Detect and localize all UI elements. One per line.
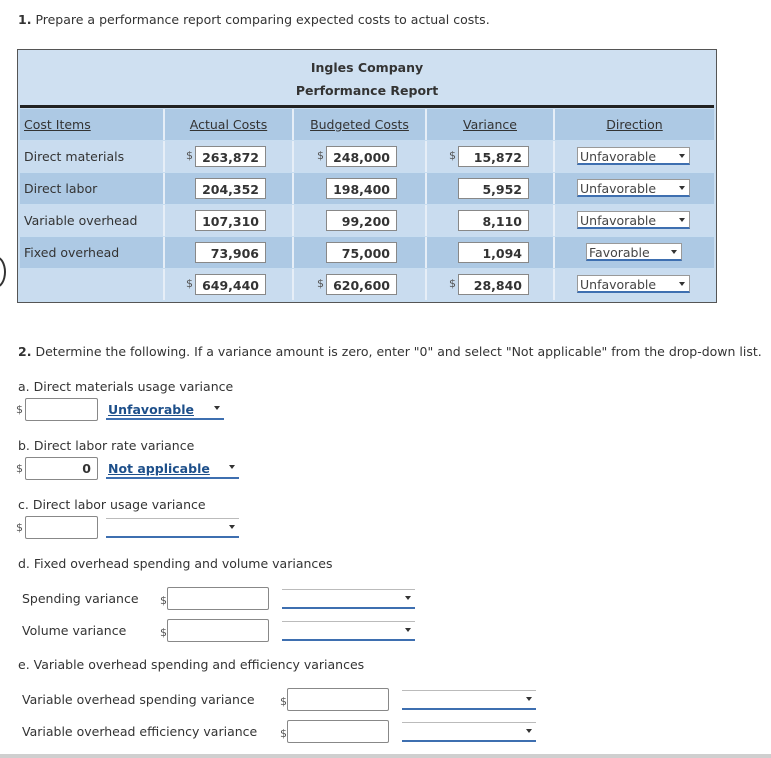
budgeted-cost-input[interactable]: 75,000 bbox=[326, 242, 397, 263]
dollar-sign: $ bbox=[16, 462, 23, 475]
budgeted-cost-input[interactable]: 248,000 bbox=[326, 146, 397, 167]
performance-report bbox=[17, 49, 717, 303]
spending-variance-label: Spending variance bbox=[22, 591, 139, 606]
variable-spending-label: Variable overhead spending variance bbox=[22, 692, 255, 707]
part1-number: 1. bbox=[18, 12, 32, 27]
dollar-sign: $ bbox=[186, 277, 193, 290]
header-actual-costs: Actual Costs bbox=[189, 117, 268, 132]
dollar-sign: $ bbox=[280, 695, 287, 708]
actual-cost-input[interactable]: 204,352 bbox=[195, 178, 266, 199]
select-value: Unfavorable bbox=[108, 402, 194, 417]
variable-overhead-efficiency-select[interactable] bbox=[402, 722, 536, 742]
header-divider bbox=[20, 105, 714, 108]
direction-dropdown[interactable] bbox=[586, 243, 682, 261]
direction-dropdown[interactable] bbox=[577, 275, 690, 293]
part2-number: 2. bbox=[18, 344, 32, 359]
variance-input[interactable]: 1,094 bbox=[458, 242, 529, 263]
volume-variance-label: Volume variance bbox=[22, 623, 127, 638]
dollar-sign: $ bbox=[16, 403, 23, 416]
dollar-sign: $ bbox=[449, 149, 456, 162]
header-budgeted-costs: Budgeted Costs bbox=[310, 117, 409, 132]
chevron-down-icon bbox=[526, 697, 532, 701]
chevron-down-icon bbox=[229, 465, 235, 469]
part2-instruction-text: Determine the following. If a variance amount is zero, enter "0" and select "Not applicable" from the drop-down list. bbox=[35, 344, 762, 359]
row-direct-labor bbox=[20, 173, 714, 204]
variable-overhead-spending-select[interactable] bbox=[402, 690, 536, 710]
direction-value: Favorable bbox=[589, 245, 650, 260]
chevron-down-icon bbox=[405, 628, 411, 632]
report-header bbox=[18, 50, 716, 105]
direction-dropdown[interactable] bbox=[577, 211, 690, 229]
part1-instruction-text: Prepare a performance report comparing expected costs to actual costs. bbox=[35, 12, 490, 27]
variance-input[interactable]: 5,952 bbox=[458, 178, 529, 199]
fixed-overhead-spending-input[interactable] bbox=[167, 587, 269, 610]
variable-overhead-spending-input[interactable] bbox=[287, 688, 389, 711]
materials-usage-direction-select[interactable] bbox=[106, 400, 224, 420]
fixed-overhead-volume-input[interactable] bbox=[167, 619, 269, 642]
direction-value: Unfavorable bbox=[580, 149, 657, 164]
materials-usage-variance-input[interactable] bbox=[25, 398, 98, 421]
chevron-down-icon bbox=[671, 250, 677, 254]
cost-item-label: Variable overhead bbox=[24, 213, 138, 228]
direction-dropdown[interactable] bbox=[577, 147, 690, 165]
dollar-sign: $ bbox=[317, 149, 324, 162]
question-d-label: d. Fixed overhead spending and volume variances bbox=[18, 556, 333, 571]
question-b-label: b. Direct labor rate variance bbox=[18, 438, 195, 453]
select-value: Not applicable bbox=[108, 461, 210, 476]
column-header-row bbox=[20, 109, 714, 140]
row-total bbox=[20, 269, 714, 300]
chevron-down-icon bbox=[405, 596, 411, 600]
cost-item-label: Direct materials bbox=[24, 149, 125, 164]
direction-value: Unfavorable bbox=[580, 213, 657, 228]
dollar-sign: $ bbox=[160, 626, 167, 639]
chevron-down-icon bbox=[679, 154, 685, 158]
dollar-sign: $ bbox=[280, 727, 287, 740]
labor-rate-direction-select[interactable] bbox=[106, 459, 239, 479]
cost-item-label: Fixed overhead bbox=[24, 245, 120, 260]
direction-value: Unfavorable bbox=[580, 181, 657, 196]
variable-efficiency-label: Variable overhead efficiency variance bbox=[22, 724, 258, 739]
question-a-label: a. Direct materials usage variance bbox=[18, 379, 234, 394]
dollar-sign: $ bbox=[160, 594, 167, 607]
header-cost-items: Cost Items bbox=[24, 117, 91, 132]
question-e-label: e. Variable overhead spending and efficiency variances bbox=[18, 657, 365, 672]
chevron-down-icon bbox=[679, 186, 685, 190]
direction-dropdown[interactable] bbox=[577, 179, 690, 197]
budgeted-cost-input[interactable]: 198,400 bbox=[326, 178, 397, 199]
total-variance-input[interactable]: 28,840 bbox=[458, 274, 529, 295]
chevron-down-icon bbox=[229, 525, 235, 529]
variance-input[interactable]: 8,110 bbox=[458, 210, 529, 231]
report-title: Performance Report bbox=[295, 83, 439, 98]
actual-cost-input[interactable]: 263,872 bbox=[195, 146, 266, 167]
chevron-down-icon bbox=[679, 282, 685, 286]
part1-instruction bbox=[18, 12, 490, 27]
row-direct-materials bbox=[20, 141, 714, 172]
labor-usage-variance-input[interactable] bbox=[25, 516, 98, 539]
chevron-down-icon bbox=[526, 729, 532, 733]
fixed-overhead-volume-select[interactable] bbox=[282, 621, 415, 641]
direction-value: Unfavorable bbox=[580, 277, 657, 292]
actual-cost-input[interactable]: 73,906 bbox=[195, 242, 266, 263]
row-fixed-overhead bbox=[20, 237, 714, 268]
chevron-down-icon bbox=[679, 218, 685, 222]
company-name: Ingles Company bbox=[310, 60, 424, 75]
row-variable-overhead bbox=[20, 205, 714, 236]
fixed-overhead-spending-select[interactable] bbox=[282, 589, 415, 609]
actual-cost-input[interactable]: 107,310 bbox=[195, 210, 266, 231]
dollar-sign: $ bbox=[186, 149, 193, 162]
question-c-label: c. Direct labor usage variance bbox=[18, 497, 206, 512]
budgeted-cost-input[interactable]: 99,200 bbox=[326, 210, 397, 231]
part2-instruction bbox=[18, 344, 762, 359]
total-budgeted-input[interactable]: 620,600 bbox=[326, 274, 397, 295]
dollar-sign: $ bbox=[16, 521, 23, 534]
variance-input[interactable]: 15,872 bbox=[458, 146, 529, 167]
total-actual-input[interactable]: 649,440 bbox=[195, 274, 266, 295]
chevron-down-icon bbox=[214, 406, 220, 410]
labor-usage-direction-select[interactable] bbox=[106, 518, 239, 538]
labor-rate-variance-input[interactable]: 0 bbox=[25, 457, 98, 480]
cost-item-label: Direct labor bbox=[24, 181, 98, 196]
header-variance: Variance bbox=[463, 117, 517, 132]
variable-overhead-efficiency-input[interactable] bbox=[287, 720, 389, 743]
dollar-sign: $ bbox=[449, 277, 456, 290]
header-direction: Direction bbox=[606, 117, 663, 132]
bottom-scroll-edge bbox=[0, 754, 771, 758]
scroll-marker-icon bbox=[0, 256, 6, 288]
dollar-sign: $ bbox=[317, 277, 324, 290]
